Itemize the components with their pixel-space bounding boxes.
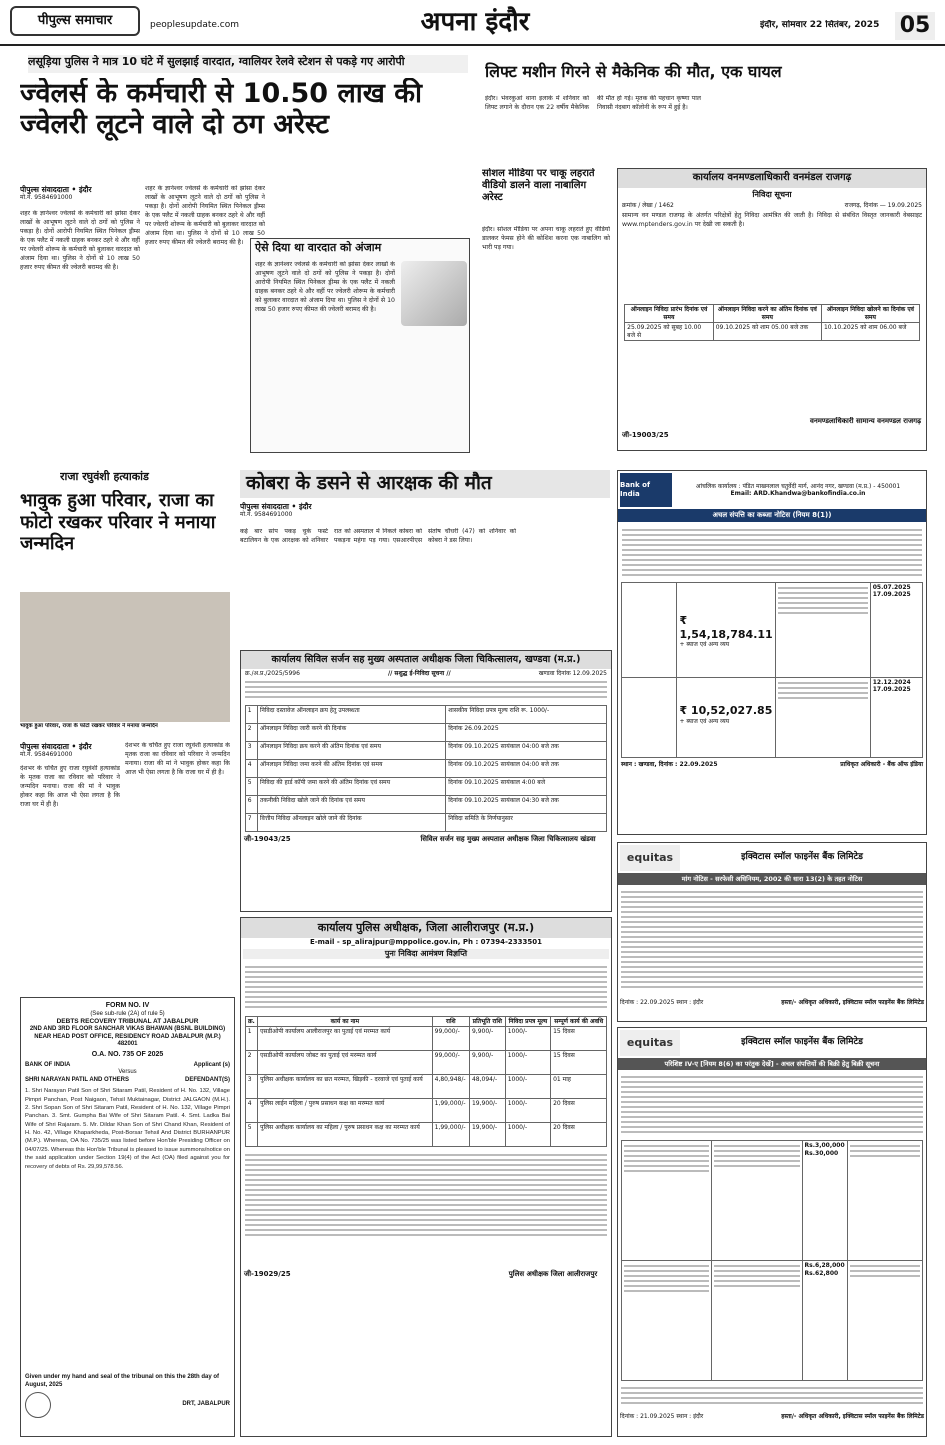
civil-cell: 7 [245,814,257,832]
lead-byline-block [20,185,140,207]
thieves-illustration [401,261,467,326]
forest-col-1: ऑनलाइन निविदा प्रारंभ दिनांक एवं समय [625,305,714,323]
civil-cell: 3 [245,742,257,760]
police-cell: 99,000/- [432,1051,469,1075]
equitas1-sign: हस्ता/- अधिकृत अधिकारी, इक्विटास स्मॉल फाइनेंस बैंक लिमिटेड [781,999,924,1007]
police-title: कार्यालय पुलिस अधीक्षक, जिला आलीराजपुर (म.प्र.) [241,918,611,938]
police-table [245,1016,608,1148]
raja-headline: भावुक हुआ परिवार, राजा का फोटो रखकर परिवार ने मनाया जन्मदिन [20,490,216,555]
drt-sign: DRT, JABALPUR [182,1401,230,1408]
equitas2-place: स्थान : इंदौर [676,1413,704,1421]
equitas1-date: दिनांक : 22.09.2025 [620,999,675,1007]
equitas1-body [618,885,926,997]
civil-cell: दिनांक 09.10.2025 सायंकाल 04:30 बजे तक [446,796,607,814]
boi-logo: Bank of India [620,473,672,507]
civil-row [245,742,607,760]
civil-cell: दिनांक 26.09.2025 [446,724,607,742]
forest-ad-ref2: जी-19003/25 [622,431,669,439]
lead-body-2: शहर के ज्ञानेश्वर ज्वेलर्स के कर्मचारी को झांसा देकर लाखों के आभूषण लूटने वाले दो ठगों को पुलिस ने पकड़ा है। दोनों आरोपी नियमित स्थित पिनेकल ड्रीम्स के एक फ्लैट में नकली ग्राहक बनकर ठहरे थे और वहीं पर ज्वेलरी शोरूम के कर्मचारी को बुलाकर वारदात को अंजाम दिया था। पुलिस ने दोनों से 10 लाख 50 हजार रुपए कीमत की ज्वेलरी बरामद की है। [145,185,265,246]
boi-sign: प्राधिकृत अधिकारी - बैंक ऑफ इंडिया [840,760,923,768]
civil-cell: निविदा समिति के निर्णयानुसार [446,814,607,832]
site-url[interactable]: peoplesupdate.com [150,20,239,30]
police-row [245,1075,607,1099]
equitas2-footer-text [618,1381,926,1411]
police-cell: पुलिस अधीक्षक कार्यालय का महिला / पुरुष प्रसाधन कक्ष का मरम्मत कार्य [258,1123,433,1147]
equitas2-title: इक्विटास स्मॉल फाइनेंस बैंक लिमिटेड [741,1037,863,1048]
equitas-demand-ad [617,842,927,1022]
cobra-mobile: मो.नं. 9584691000 [240,511,293,519]
police-row [245,1027,607,1051]
raja-mobile: मो.नं. 9584691000 [20,751,73,759]
civil-ref2: जी-19043/25 [244,835,291,844]
civil-cell: दिनांक 09.10.2025 सायंकाल 04:00 बजे तक [446,760,607,778]
police-header-cell: सम्पूर्ण कार्य की अवधि [551,1016,607,1027]
civil-surgeon-ad [240,650,612,912]
forest-ad-table [624,304,920,341]
police-ref2: जी-19029/25 [244,1270,291,1278]
forest-date-3: 10.10.2025 को शाम 06.00 बजे [821,323,919,341]
forest-date-1: 25.09.2025 को सुबह 10.00 बजे से [625,323,714,341]
boi-table [621,582,923,758]
police-cell: 1000/- [505,1051,550,1075]
police-preamble [241,961,611,1016]
civil-cell: ऑनलाइन निविदा जारी करने की दिनांक [257,724,445,742]
cobra-byline-block [240,502,350,524]
boi-preamble [618,522,926,582]
civil-row [245,814,607,832]
civil-subtitle: // सशुद्ध ई-निविदा सूचना // [387,669,451,677]
forest-ad-place: राजगढ़, दिनांक — 19.09.2025 [844,201,922,209]
police-cell: 5 [245,1123,257,1147]
boi-possession-ad [617,470,927,835]
equitas2-reserve-2: Rs.6,28,000 [804,1262,845,1270]
police-cell: 20 दिवस [551,1099,607,1123]
section-title: अपना इंदौर [420,7,530,37]
police-header-cell: कार्य का नाम [258,1016,433,1027]
police-cell: 9,900/- [469,1051,505,1075]
forest-ad-body: सामान्य वन मण्डल राजगढ़ के अंतर्गत परिक्षेत्रों हेतु निविदा आमंत्रित की जाती है। निविदा से संबंधित विस्तृत जानकारी वेबसाइट www.mptenders.gov.in पर देखी जा सकती है। [622,212,922,228]
equitas2-date: दिनांक : 21.09.2025 [620,1413,675,1421]
drt-title: FORM NO. IV [105,1002,150,1009]
drt-sub1: (See sub-rule (2A) of rule 5) [90,1010,165,1017]
civil-title: कार्यालय सिविल सर्जन सह मुख्य अस्पताल अधीक्षक जिला चिकित्सालय, खण्डवा (म.प्र.) [241,651,611,669]
equitas-sale-ad [617,1027,927,1437]
equitas2-reserve-1: Rs.3,00,000 [804,1142,845,1150]
police-cell: 19,900/- [469,1099,505,1123]
civil-cell: दिनांक 09.10.2025 सायंकाल 04:00 बजे तक [446,742,607,760]
civil-row [245,706,607,724]
civil-cell: 2 [245,724,257,742]
drt-sub3: 2ND AND 3RD FLOOR SANCHAR VIKAS BHAWAN (BSNL BUILDING) NEAR HEAD POST OFFICE, RESIDENCY ROAD JABALPUR (M.P.) 482001 [29,1026,226,1048]
police-cell: 15 दिवस [551,1051,607,1075]
drt-oa: O.A. NO. 735 OF 2025 [91,1050,164,1058]
boi-date-4: 17.09.2025 [872,686,911,694]
boi-amount-2: ₹ 10,52,027.85 [679,703,773,717]
civil-cell: 1 [245,706,257,724]
boi-place: स्थान : खण्डवा, दिनांक : 22.09.2025 [621,760,718,768]
civil-cell: शासकीय निविदा प्रपत्र मूल्य राशि रू. 1000/- [446,706,607,724]
police-tender-ad [240,917,612,1437]
raja-body-2: देशभर के चर्चित हुए राजा रघुवंशी हत्याकांड के मृतक राजा का रविवार को परिवार ने जन्मदिन मनाया। राजा की मां ने भावुक होकर कहा कि आज भी ऐसा लगता है कि राजा घर में ही है। [125,742,230,776]
raja-byline: पीपुल्स संवाददाता • इंदौर [20,742,92,751]
lead-sidebar-box [250,238,470,453]
drt-party2-role: DEFENDANT(S) [185,1076,230,1083]
lead-byline: पीपुल्स संवाददाता • इंदौर [20,185,92,194]
police-schedule [241,1147,611,1267]
civil-cell: दिनांक 09.10.2025 सायंकाल 4:00 बजे [446,778,607,796]
police-cell: 1000/- [505,1027,550,1051]
raja-family-photo [20,592,230,722]
forest-ad-title: कार्यालय वनमण्डलाधिकारी वनमंडल राजगढ़ [618,169,926,188]
lift-body: इंदौर। भंवरकुआं थाना इलाके में शनिवार को लिफ्ट लगाने के दौरान एक 22 वर्षीय मैकेनिक की मौत हो गई। मृतक की पहचान कृष्णा पाल निवासी नंदबाग कॉलोनी के रूप में हुई है। [485,95,701,111]
civil-ref: क्र./अ.प्र./2025/5996 [245,669,300,677]
lead-box-body: शहर के ज्ञानेश्वर ज्वेलर्स के कर्मचारी को झांसा देकर लाखों के आभूषण लूटने वाले दो ठगों को पुलिस ने पकड़ा है। दोनों आरोपी नियमित स्थित पिनेकल ड्रीम्स के एक फ्लैट में नकली ग्राहक बनकर ठहरे थे और वहीं पर ज्वेलरी शोरूम के कर्मचारी को बुलाकर वारदात को अंजाम दिया था। पुलिस ने दोनों से 10 लाख 50 हजार रुपए कीमत की ज्वेलरी बरामद की है। [255,261,395,313]
police-cell: 48,094/- [469,1075,505,1099]
police-cell: एसडीओपी कार्यालय जोबट का पुताई एवं मरम्मत कार्य [258,1051,433,1075]
civil-cell: ऑनलाइन निविदा क्रय करने की अंतिम दिनांक एवं समय [257,742,445,760]
civil-date: खण्डवा दिनांक 12.09.2025 [538,669,607,677]
police-cell: 99,000/- [432,1027,469,1051]
police-email[interactable]: E-mail - sp_alirajpur@mppolice.gov.in, Ph : 07394-2333501 [309,937,543,946]
police-row [245,1123,607,1147]
dateline: इंदौर, सोमवार 22 सितंबर, 2025 [760,20,880,30]
police-cell: 4,80,948/- [432,1075,469,1099]
drt-party1: BANK OF INDIA [25,1061,71,1068]
police-cell: 2 [245,1051,257,1075]
police-cell: 1 [245,1027,257,1051]
forest-col-2: ऑनलाइन निविदा करने का अंतिम दिनांक एवं समय [713,305,821,323]
masthead [0,0,945,46]
equitas1-sub: मांग नोटिस - सरफेसी अधिनियम, 2002 की धारा 13(2) के तहत नोटिस [618,873,926,885]
forest-ad-ref: क्रमांक / लेखा / 1462 [622,201,674,209]
civil-row [245,760,607,778]
civil-cell: तकनीकी निविदा खोले जाने की दिनांक एवं समय [257,796,445,814]
civil-cell: निविदा दस्तावेज ऑनलाइन क्रय हेतु उपलब्धता [257,706,445,724]
police-cell: 01 माह [551,1075,607,1099]
civil-cell: निविदा की हार्ड कॉपी जमा करने की अंतिम दिनांक एवं समय [257,778,445,796]
equitas2-table [621,1140,923,1381]
lift-headline: लिफ्ट मशीन गिरने से मैकेनिक की मौत, एक घायल [485,62,782,81]
forest-ad-sign: वनमण्डलाधिकारी सामान्य वनमण्डल राजगढ़ [809,417,922,425]
minor-body: इंदौर। सोशल मीडिया पर अपना चाकू लहराते हुए वीडियो डालकर फेमस होने की कोशिश करना एक नाबालिग को भारी पड़ गया। [482,226,610,251]
police-cell: पुलिस अधीक्षक कार्यालय का छत मरम्मत, खिड़की - दरवाजे एवं पुताई कार्य [258,1075,433,1099]
police-header-cell: प्रतिभूति राशि [469,1016,505,1027]
drt-notice [20,997,235,1437]
brand-logo: पीपुल्स समाचार [10,6,140,36]
equitas2-preamble [618,1070,926,1140]
police-header-cell: निविदा प्रपत्र मूल्य [505,1016,550,1027]
raja-kicker: राजा रघुवंशी हत्याकांड [60,470,149,483]
boi-date-1: 05.07.2025 [872,583,911,591]
police-cell: 9,900/- [469,1027,505,1051]
lead-box-title: ऐसे दिया था वारदात को अंजाम [255,241,382,254]
civil-cell: ऑनलाइन निविदा जमा करने की अंतिम दिनांक एवं समय [257,760,445,778]
drt-body: 1. Shri Narayan Patil Son of Shri Sitaram Patil, Resident of H. No. 132, Village Pimpri Panchan, Post Naigaon, Tehsil Muktainagar, District JALGAON (M.H.). 2. Shri Sopan Son of Shri Sitaram Patil, Resident of H. No. 132, Village Pimpri Panchan. 3. Smt. Gumpha Bai Wife of Shri Sitaram Patil. 4. Smt. Ladka Bai Wife of Shri Rajaram. 5. Mr. Dildar Khan Son of Shri Chand Khan, Resident of H. No. 42, Village Khaparkheda, Post-Borsar Tehsil And District BURHANPUR (M.P.). Whereas, OA No. 735/25 was listed before Hon'ble Presiding Officer on 04/07/25. Whereas this Hon'ble Tribunal is pleased to issue summons/notice on the said application under Section 19(4) of the Act (OA) filed against you for recovery of debts of Rs. 29,99,578.56. [25,1088,230,1170]
police-cell: 20 दिवस [551,1123,607,1147]
police-header-cell: क्र. [245,1016,257,1027]
forest-ad-subtitle: निविदा सूचना [752,189,792,199]
boi-office: आंचलिक कार्यालय : पंडित माखनलाल चतुर्वेदी मार्ग, आनंद नगर, खण्डवा (म.प्र.) - 450001 [695,482,901,490]
police-row [245,1051,607,1075]
police-cell: 1,99,000/- [432,1123,469,1147]
equitas2-sub: परिशिष्ट IV-ए [नियम 8(6) का परंतुक देखें] - अचल संपत्तियों की बिक्री हेतु बिक्री सूचना [618,1058,926,1070]
boi-amount-1: ₹ 1,54,18,784.11 [679,613,773,641]
police-row [245,1099,607,1123]
police-cell: 1000/- [505,1075,550,1099]
police-cell: 1000/- [505,1099,550,1123]
page-number: 05 [895,12,935,40]
police-cell: पुलिस लाईन महिला / पुरुष प्रसाधन कक्ष का मरम्मत कार्य [258,1099,433,1123]
boi-title: अचल संपत्ति का कब्जा नोटिस (नियम 8(1)) [618,509,926,522]
forest-date-2: 09.10.2025 को शाम 05.00 बजे तक [713,323,821,341]
police-header-row [245,1016,607,1027]
drt-footer: Given under my hand and seal of the tribunal on this the 28th day of August, 2025 [25,1374,220,1388]
police-header-cell: राशि [432,1016,469,1027]
boi-interest-1: + ब्याज एवं अन्य व्यय [679,641,730,649]
civil-sign: सिविल सर्जन सह मुख्य अस्पताल अधीक्षक जिला चिकित्सालय खंडवा [420,835,596,844]
boi-interest-2: + ब्याज एवं अन्य व्यय [679,717,730,725]
boi-date-2: 17.09.2025 [872,591,911,599]
equitas2-emd-1: Rs.30,000 [804,1149,839,1157]
equitas-logo-2: equitas [620,1030,680,1056]
raja-body: देशभर के चर्चित हुए राजा रघुवंशी हत्याकांड के मृतक राजा का रविवार को परिवार ने जन्मदिन मनाया। राजा की मां ने भावुक होकर कहा कि आज भी ऐसा लगता है कि राजा घर में ही है। [20,765,120,808]
cobra-headline: कोबरा के डसने से आरक्षक की मौत [240,470,610,498]
civil-cell: 5 [245,778,257,796]
police-cell: 19,900/- [469,1123,505,1147]
minor-headline: सोशल मीडिया पर चाकू लहराते वीडियो डालने वाला नाबालिग अरेस्ट [482,168,595,203]
police-cell: एसडीओपी कार्यालय आलीराजपुर का पुताई एवं मरम्मत कार्य [258,1027,433,1051]
drt-party1-role: Applicant (s) [193,1061,230,1068]
lead-kicker: लसूड़िया पुलिस ने मात्र 10 घंटे में सुलझाई वारदात, ग्वालियर रेलवे स्टेशन से पकड़े गए आरोपी [28,55,468,73]
lead-mobile: मो.नं. 9584691000 [20,194,73,202]
forest-col-3: ऑनलाइन निविदा खोलने का दिनांक एवं समय [821,305,919,323]
police-subtitle: पुनः निविदा आमंत्रण विज्ञप्ति [243,949,609,959]
forest-tender-ad [617,168,927,451]
police-cell: 4 [245,1099,257,1123]
drt-sub2: DEBTS RECOVERY TRIBUNAL AT JABALPUR [56,1018,199,1026]
civil-cell: 6 [245,796,257,814]
drt-versus: Versus [118,1069,137,1076]
police-cell: 3 [245,1075,257,1099]
raja-photo-caption: भावुक हुआ परिवार, राजा के फोटो रखकर परिवार ने मनाया जन्मदिन [20,723,158,729]
police-cell: 15 दिवस [551,1027,607,1051]
lead-body: शहर के ज्ञानेश्वर ज्वेलर्स के कर्मचारी को झांसा देकर लाखों के आभूषण लूटने वाले दो ठगों को पुलिस ने पकड़ा है। दोनों आरोपी नियमित स्थित पिनेकल ड्रीम्स के एक फ्लैट में नकली ग्राहक बनकर ठहरे थे और वहीं पर ज्वेलरी शोरूम के कर्मचारी को बुलाकर वारदात को अंजाम दिया था। पुलिस ने दोनों से 10 लाख 50 हजार रुपए कीमत की ज्वेलरी बरामद की है। [20,210,140,271]
equitas1-title: इक्विटास स्मॉल फाइनेंस बैंक लिमिटेड [741,852,863,863]
equitas2-sign: हस्ता/- अधिकृत अधिकारी, इक्विटास स्मॉल फाइनेंस बैंक लिमिटेड [781,1413,924,1421]
lead-headline: ज्वेलर्स के कर्मचारी से 10.50 लाख की ज्वेलरी लूटने वाले दो ठग अरेस्ट [20,78,422,141]
civil-row [245,778,607,796]
police-cell: 1,99,000/- [432,1099,469,1123]
raja-byline-block [20,742,140,764]
police-sign: पुलिस अधीक्षक जिला आलीराजपुर [508,1270,598,1278]
police-cell: 1000/- [505,1123,550,1147]
equitas1-place: स्थान : इंदौर [676,999,704,1007]
drt-seal-icon [25,1392,51,1418]
cobra-byline: पीपुल्स संवाददाता • इंदौर [240,502,312,511]
civil-preamble [241,681,611,705]
boi-date-3: 12.12.2024 [872,678,911,686]
boi-email[interactable]: Email: ARD.Khandwa@bankofindia.co.in [730,490,866,497]
equitas-logo-1: equitas [620,845,680,871]
equitas2-emd-2: Rs.62,800 [804,1269,839,1277]
civil-row [245,724,607,742]
civil-cell: 4 [245,760,257,778]
civil-table [245,705,608,832]
cobra-body: कई बार सांप पकड़ चुके फर्स्ट बटालियन के एक आरक्षक को शनिवार रात को अस्पताल में निकले कोबरा को पकड़ना महंगा पड़ गया। एसआरपीएस संतोष चौधरी (47) को शनिवार को कोबरा ने डस लिया। [240,528,516,544]
drt-party2: SHRI NARAYAN PATIL AND OTHERS [25,1076,130,1083]
civil-cell: वित्तीय निविदा ऑनलाइन खोले जाने की दिनांक [257,814,445,832]
civil-row [245,796,607,814]
